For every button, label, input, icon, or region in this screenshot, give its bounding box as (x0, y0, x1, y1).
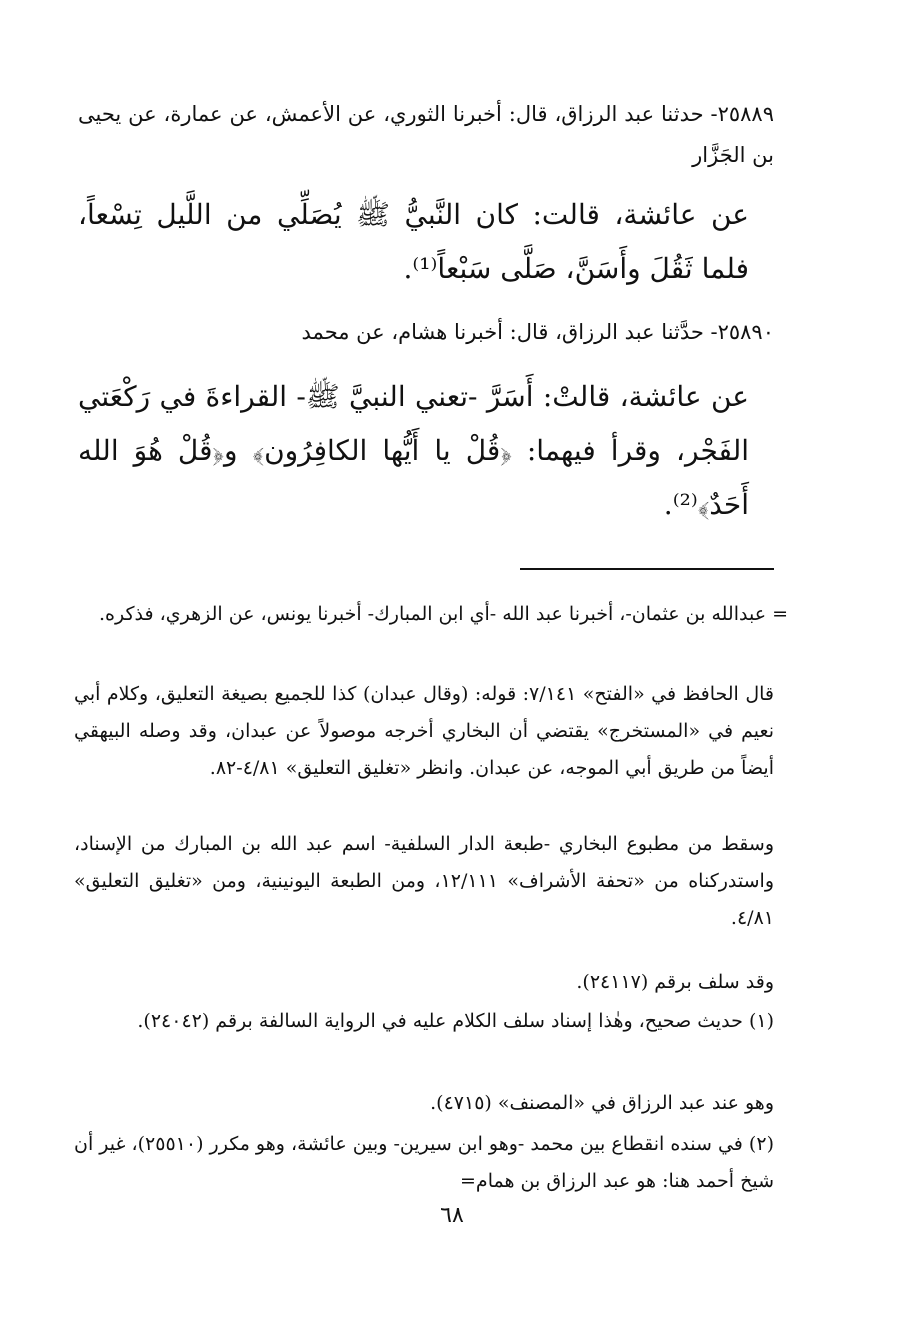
footnote-saqata-paragraph: وسقط من مطبوع البخاري -طبعة الدار السلفية- اسم عبد الله بن المبارك من الإسناد، واستدركناه من «تحفة الأشراف» ١٢/١١١، ومن الطبعة اليونينية، ومن «تغليق التعليق» ٤/٨١. (74, 833, 774, 929)
footnote-1: (١) حديث صحيح، وهٰذا إسناد سلف الكلام عليه في الرواية السالفة برقم (٢٤٠٤٢). (137, 1010, 774, 1032)
footnote-divider (520, 568, 774, 570)
footnote-continuation: = عبدالله بن عثمان-، أخبرنا عبد الله -أي ابن المبارك- أخبرنا يونس، عن الزهري، فذكره. (98, 603, 788, 625)
hadith-25890-matn: عن عائشة، قالتْ: أَسَرَّ -تعني النبيَّ ﷺ- القراءةَ في رَكْعَتي الفَجْر، وقرأ فيهما: ﴿قُلْ يا أَيُّها الكافِرُون﴾ و﴿قُلْ هُوَ الله أَحَدٌ﴾⁽²⁾. (78, 380, 749, 521)
hadith-25889-isnad: ٢٥٨٨٩- حدثنا عبد الرزاق، قال: أخبرنا الثوري، عن الأعمش، عن عمارة، عن يحيى بن الجَزَّار (78, 102, 774, 167)
footnote-hafiz-paragraph: قال الحافظ في «الفتح» ٧/١٤١: قوله: (وقال عبدان) كذا للجميع بصيغة التعليق، وكلام أبي نعيم في «المستخرج» يقتضي أن البخاري أخرجه موصولاً عن عبدان، وقد وصله البيهقي أيضاً من طريق أبي الموجه، عن عبدان. وانظر «تغليق التعليق» ٤/٨١-٨٢. (74, 683, 774, 779)
footnote-musannaf-line: وهو عند عبد الرزاق في «المصنف» (٤٧١٥). (430, 1092, 774, 1114)
footnote-salaf-line: وقد سلف برقم (٢٤١١٧). (576, 971, 774, 993)
hadith-25889-matn: عن عائشة، قالت: كان النَّبيُّ ﷺ يُصَلِّي من اللَّيل تِسْعاً، فلما ثَقُلَ وأَسَنَّ، صَلَّى سَبْعاً⁽¹⁾. (78, 198, 749, 285)
page-number: ٦٨ (440, 1203, 464, 1228)
hadith-25890-isnad: ٢٥٨٩٠- حدَّثنا عبد الرزاق، قال: أخبرنا هشام، عن محمد (301, 320, 774, 344)
footnote-2: (٢) في سنده انقطاع بين محمد -وهو ابن سيرين- وبين عائشة، وهو مكرر (٢٥٥١٠)، غير أن شيخ أحمد هنا: هو عبد الرزاق بن همام= (74, 1133, 774, 1192)
